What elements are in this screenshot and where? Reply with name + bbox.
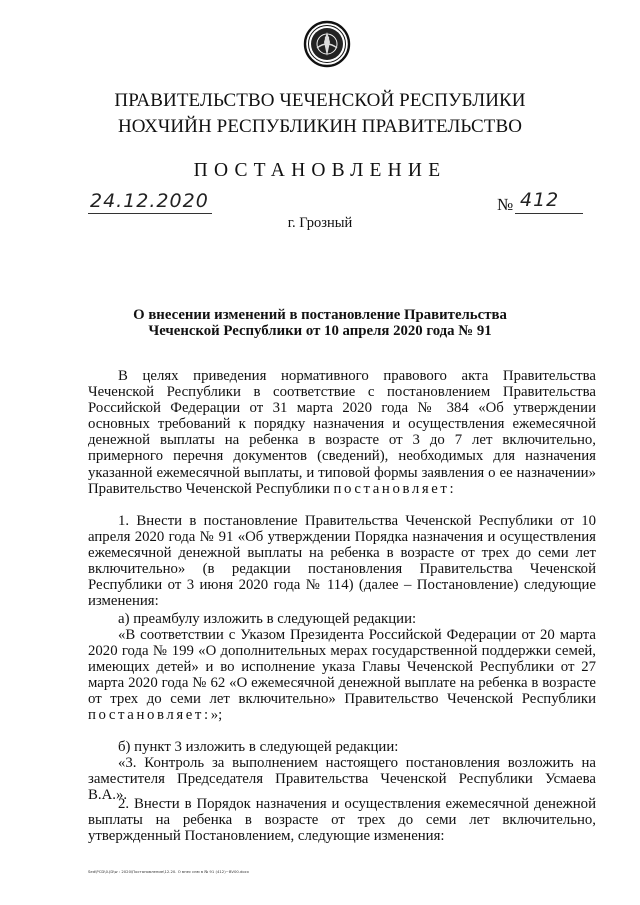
city-name: г. Грозный [287,215,353,231]
document-type-title: ПОСТАНОВЛЕНИЕ [193,160,447,181]
government-name-chechen: НОХЧИЙН РЕСПУБЛИКИН ПРАВИТЕЛЬСТВО [117,116,523,137]
number-label: № [497,195,514,214]
subject-line-2: Чеченской Республики от 10 апреля 2020 года № 91 [148,323,492,339]
item-1a-quote-end: »; [210,707,223,724]
item-2-paragraph: 2. Внести в Порядок назначения и осуществления ежемесячной денежной выплаты на ребенка в возрасте от трех до семи лет включительно, утвержденный Постановлением, следующие изменения: [88,796,596,845]
preamble-paragraph [88,368,596,497]
item-1b-heading: б) пункт 3 изложить в следующей редакции: [118,739,399,755]
item-1a-heading: а) преамбулу изложить в следующей редакции: [118,611,417,627]
coat-of-arms-emblem [303,20,351,68]
document-number: 412 [520,189,560,211]
item-1b-quote: «3. Контроль за выполнением настоящего постановления возложить на заместителя Председателя Правительства Чеченской Республики Усмаева В.А.». [88,755,596,804]
government-name-russian: ПРАВИТЕЛЬСТВО ЧЕЧЕНСКОЙ РЕСПУБЛИКИ [114,90,526,111]
item-1a-quote-text: «В соответствии с Указом Президента Российской Федерации от 20 марта 2020 года № 199 «О дополнительных мерах государственной поддержки семей, имеющих детей» и во исполнение указа Главы Чеченской Республики от 27 марта 2020 года № 62 «О ежемесячной денежной выплате на ребенка в возрасте от трех до семи лет включительно» Правительство Чеченской Республики [88,627,596,708]
date-underline [88,213,212,214]
item-1-paragraph: 1. Внести в постановление Правительства Чеченской Республики от 10 апреля 2020 года № 91 «Об утверждении Порядка назначения и осуществления ежемесячной денежной выплаты на ребенка в возрасте от трех до семи лет включительно» (в редакции постановления Правительства Чеченской Республики от 3 июня 2020 года № 114) (далее – Постановление) следующие изменения: [88,513,596,610]
item-1a-quote [88,627,596,724]
preamble-text: В целях приведения нормативного правового акта Правительства Чеченской Республики в соответствие с постановлением Правительства Российской Федерации от 31 марта 2020 года № 384 «Об утверждении основных требований к порядку назначения и осуществления ежемесячной денежной выплаты на ребенка в возрасте от 3 до 7 лет включительно, примерного перечня документов (сведений), необходимых для назначения указанной ежемесячной выплаты, и типовой формы заявления о ее назначении» Правительство Чеченской Республики [88,368,596,497]
file-path-footer: Sed\PCD\0.JD\w : 2020\Постановление\12.20. О внес изм в № 91 (412)~BV00.docx [88,869,250,874]
subject-line-1: О внесении изменений в постановление Правительства [133,307,507,323]
preamble-decree-word: постановляет: [333,480,457,497]
item-1a-decree-word: постановляет: [88,707,211,724]
number-underline [515,213,583,214]
document-date: 24.12.2020 [90,190,209,212]
